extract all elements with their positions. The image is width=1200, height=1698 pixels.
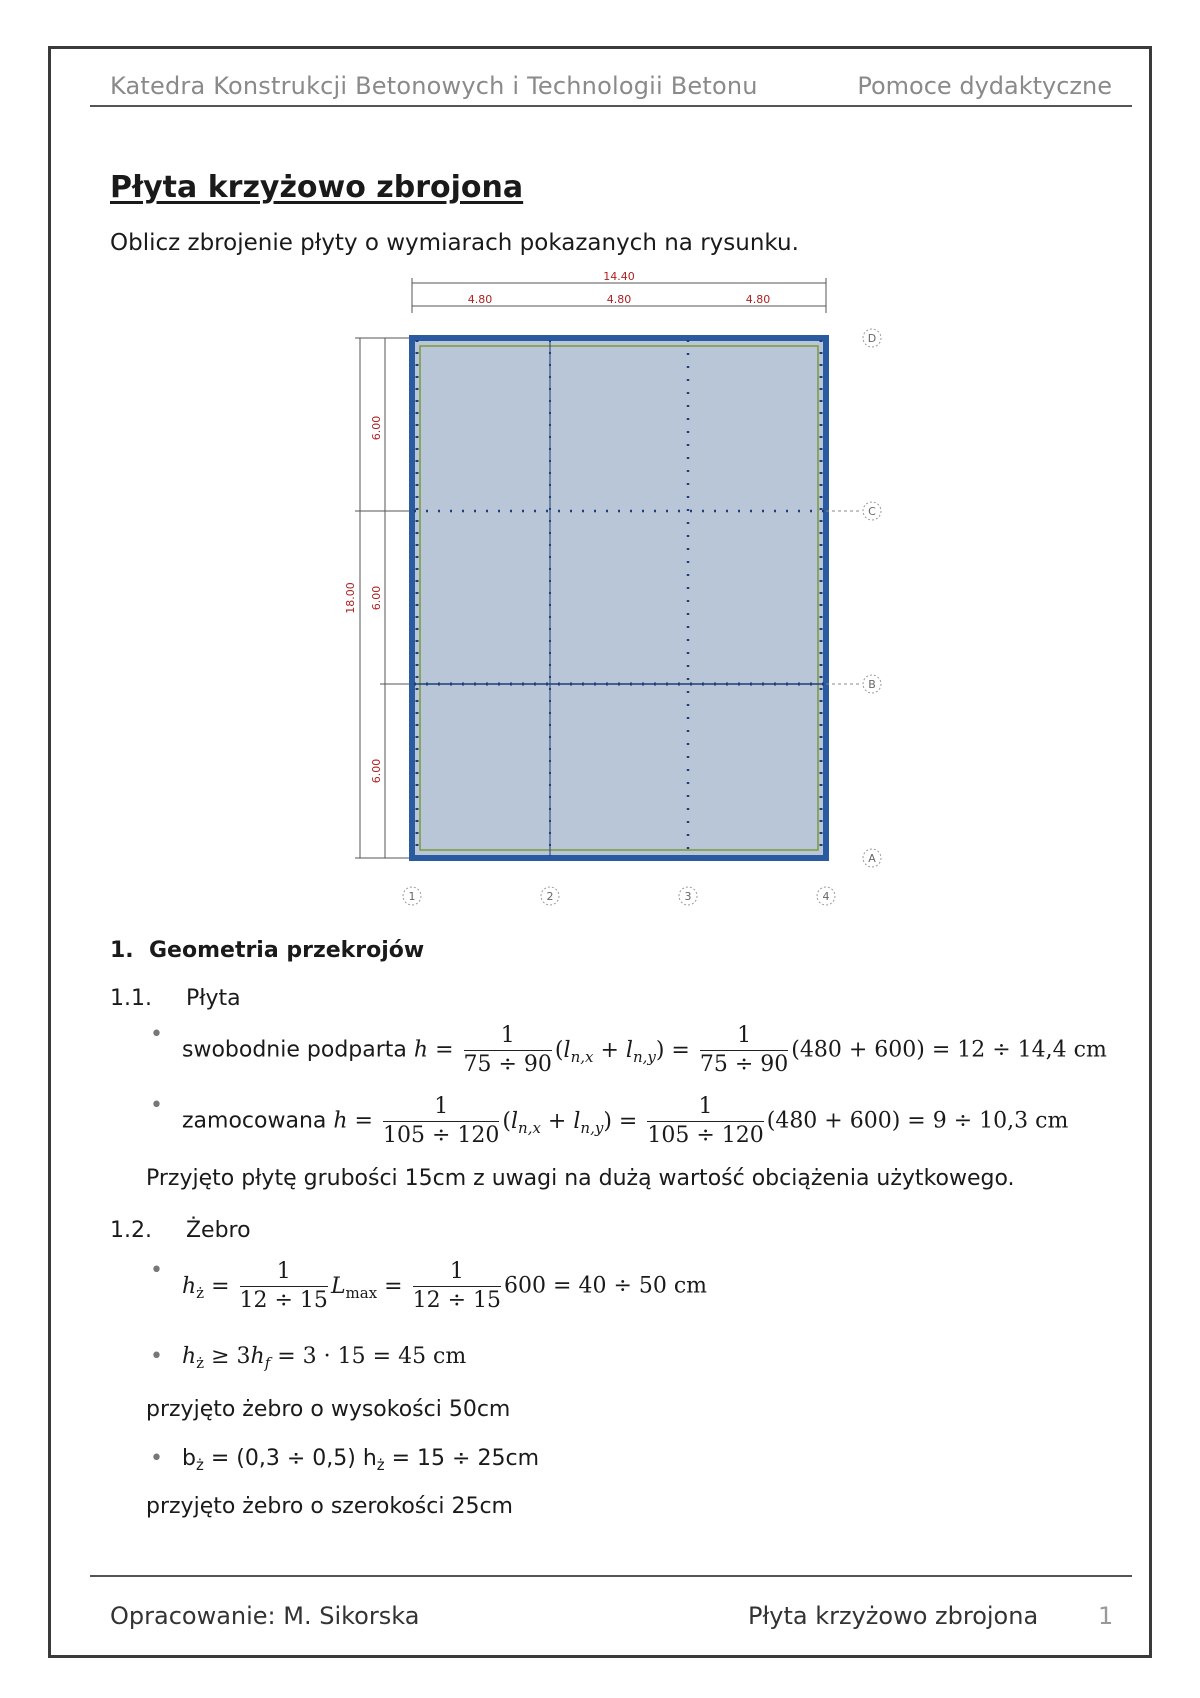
axis-label-3: 3 [684, 890, 692, 903]
dim-total-y: 18.00 [344, 582, 357, 614]
dim-span-y-2: 6.00 [370, 585, 383, 611]
list-item-rib-min-height: • $h_ż \ge 3h_f = 3 \cdot 15 = 45$ cm [150, 1344, 467, 1372]
dim-span-x-3: 4.80 [745, 293, 771, 306]
list-item-rib-height: • $h_ż$ = $\frac{1}{12 \div 15}$ $L_{max}$ = $\frac{1}{12 \div 15}$ 600 = 40 ÷ 50 cm [150, 1258, 708, 1313]
note-slab-thickness: Przyjęto płytę grubości 15cm z uwagi na dużą wartość obciążenia użytkowego. [146, 1166, 1015, 1191]
dim-span-x-2: 4.80 [606, 293, 632, 306]
list-item-rib-width: • $b_ż = (0,3 \div 0,5) h_ż = 15 \div 25cm$ [150, 1446, 539, 1474]
axis-label-c: C [868, 505, 876, 518]
section-number: 1. [110, 938, 134, 963]
footer-author: Opracowanie: M. Sikorska [110, 1602, 420, 1630]
header-category: Pomoce dydaktyczne [857, 72, 1112, 100]
slab-area [412, 338, 826, 858]
axis-label-4: 4 [822, 890, 830, 903]
list-item-fixed: • zamocowana h = $\frac{1}{105 \div 120}$ $(l_{n,x} + l_{n,y})$ = $\frac{1}{105 \div 120}$ (480 + 600) = 9 ÷ 10,3 cm [150, 1093, 1069, 1148]
page-title: Płyta krzyżowo zbrojona [110, 170, 524, 205]
section-title: Geometria przekrojów [149, 938, 425, 963]
list-item-simply-supported: • swobodnie podparta h = $\frac{1}{75 \div 90}$ $(l_{n,x} + l_{n,y})$ = $\frac{1}{75 \div 90}$ (480 + 600) = 12 ÷ 14,4 cm [150, 1022, 1107, 1077]
dim-span-x-1: 4.80 [467, 293, 493, 306]
subsection-rib [110, 1218, 251, 1243]
subsection-title: Żebro [185, 1218, 251, 1243]
note-rib-width: przyjęto żebro o szerokości 25cm [146, 1494, 513, 1519]
axis-label-d: D [867, 332, 877, 345]
subsection-number: 1.2. [110, 1218, 152, 1243]
dim-total-x: 14.40 [603, 270, 635, 283]
axis-label-1: 1 [408, 890, 416, 903]
subsection-number: 1.1. [110, 986, 152, 1011]
subsection-title: Płyta [185, 986, 241, 1011]
header-rule [90, 105, 1132, 107]
axis-label-2: 2 [546, 890, 554, 903]
section-heading [110, 938, 424, 963]
slab-plan-drawing [330, 268, 890, 908]
axis-label-a: A [868, 852, 876, 865]
header-department: Katedra Konstrukcji Betonowych i Technologii Betonu [110, 72, 758, 100]
footer-doc-title: Płyta krzyżowo zbrojona [748, 1602, 1039, 1630]
dim-span-y-1: 6.00 [370, 415, 383, 441]
subsection-slab [110, 986, 241, 1011]
axis-label-b: B [868, 678, 876, 691]
page-number: 1 [1098, 1602, 1114, 1630]
footer-rule [90, 1575, 1132, 1577]
note-rib-height: przyjęto żebro o wysokości 50cm [146, 1397, 511, 1422]
intro-text: Oblicz zbrojenie płyty o wymiarach pokazanych na rysunku. [110, 230, 799, 256]
dim-span-y-3: 6.00 [370, 758, 383, 784]
